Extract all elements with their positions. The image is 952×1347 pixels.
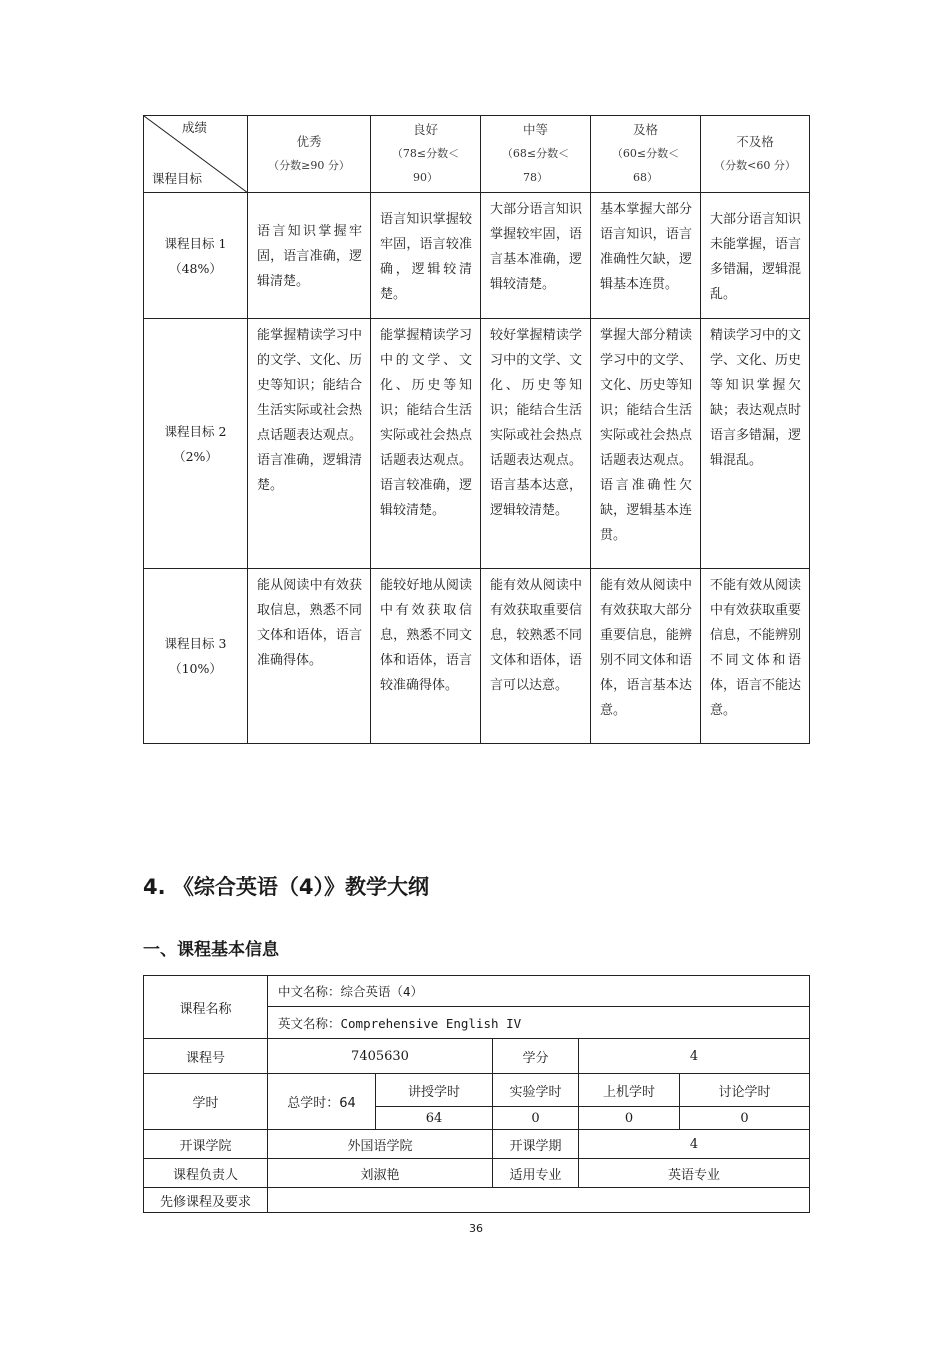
- rubric-cell: 能有效从阅读中有效获取大部分重要信息，能辨别不同文体和语体，语言基本达意。: [591, 569, 701, 744]
- course-code-row: [144, 1039, 810, 1074]
- school-label: 开课学院: [144, 1130, 268, 1159]
- rubric-cell: 语言知识掌握较牢固，语言较准确，逻辑较清楚。: [371, 193, 481, 319]
- header-pass: [591, 116, 701, 193]
- header-name: 不及格: [736, 134, 774, 149]
- lab-hours-label: 实验学时: [493, 1074, 579, 1107]
- rubric-cell: 能从阅读中有效获取信息，熟悉不同文体和语体，语言准确得体。: [248, 569, 371, 744]
- objective-weight: （10%）: [169, 661, 222, 676]
- objective-label: [144, 193, 248, 319]
- grading-rubric-table: [143, 115, 810, 744]
- total-hours: 总学时：64: [268, 1074, 376, 1130]
- rubric-cell: 能有效从阅读中有效获取重要信息，较熟悉不同文体和语体，语言可以达意。: [481, 569, 591, 744]
- major-label: 适用专业: [493, 1159, 579, 1188]
- rubric-cell: 掌握大部分精读学习中的文学、文化、历史等知识；能结合生活实际或社会热点话题表达观点。语言准确性欠缺，逻辑基本连贯。: [591, 319, 701, 569]
- rubric-cell: 不能有效从阅读中有效获取重要信息，不能辨别不同文体和语体，语言不能达意。: [701, 569, 810, 744]
- header-range: （分数<60 分）: [714, 159, 796, 172]
- objective-weight: （2%）: [173, 448, 218, 464]
- header-range-line1: （78≤分数＜: [391, 147, 460, 160]
- header-name: 良好: [412, 122, 438, 137]
- rubric-cell: 基本掌握大部分语言知识，语言准确性欠缺，逻辑基本连贯。: [591, 193, 701, 319]
- course-name-label: 课程名称: [144, 976, 268, 1039]
- prereq-value: [268, 1188, 810, 1213]
- lab-hours-value: 0: [493, 1107, 579, 1130]
- computer-hours-value: 0: [579, 1107, 680, 1130]
- objective-name: 课程目标 2: [164, 423, 227, 439]
- course-code-label: 课程号: [144, 1039, 268, 1074]
- course-name-row: [144, 976, 810, 1007]
- prereq-row: [144, 1188, 810, 1213]
- lecture-hours-value: 64: [376, 1107, 493, 1130]
- header-range-line1: （60≤分数＜: [611, 147, 680, 160]
- header-name: 及格: [632, 122, 658, 137]
- rubric-cell: 能较好地从阅读中有效获取信息，熟悉不同文体和语体，语言较准确得体。: [371, 569, 481, 744]
- course-name-cn: 中文名称：综合英语（4）: [268, 976, 810, 1007]
- term-label: 开课学期: [493, 1130, 579, 1159]
- header-range-line2: 68）: [633, 171, 658, 184]
- rubric-row-objective-2: [144, 319, 810, 569]
- school-value: 外国语学院: [268, 1130, 493, 1159]
- discussion-hours-value: 0: [680, 1107, 810, 1130]
- owner-label: 课程负责人: [144, 1159, 268, 1188]
- rubric-header-row: [144, 116, 810, 193]
- computer-hours-label: 上机学时: [579, 1074, 680, 1107]
- term-value: 4: [579, 1130, 810, 1159]
- course-code-value: 7405630: [268, 1039, 493, 1074]
- header-good: [371, 116, 481, 193]
- course-info-table: [143, 975, 810, 1213]
- header-medium: [481, 116, 591, 193]
- hours-row: [144, 1074, 810, 1107]
- header-range-line2: 90）: [413, 171, 438, 184]
- section-title: 4. 《综合英语（4）》教学大纲: [143, 875, 430, 899]
- credit-label: 学分: [493, 1039, 579, 1074]
- corner-bottom-label: 课程目标: [152, 171, 203, 186]
- page-number: 36: [469, 1222, 483, 1235]
- rubric-corner-cell: [144, 116, 248, 193]
- rubric-cell: 语言知识掌握牢固，语言准确，逻辑清楚。: [248, 193, 371, 319]
- subsection-title: 一、课程基本信息: [143, 940, 279, 960]
- header-name: 优秀: [296, 134, 322, 149]
- rubric-cell: 能掌握精读学习中的文学、文化、历史等知识；能结合生活实际或社会热点话题表达观点。语言较准确，逻辑较清楚。: [371, 319, 481, 569]
- header-range-line2: 78）: [523, 171, 548, 184]
- header-fail: [701, 116, 810, 193]
- major-value: 英语专业: [579, 1159, 810, 1188]
- objective-label: [144, 319, 248, 569]
- objective-name: 课程目标 1: [164, 235, 227, 251]
- header-range: （分数≥90 分）: [268, 159, 350, 172]
- rubric-cell: 较好掌握精读学习中的文学、文化、历史等知识；能结合生活实际或社会热点话题表达观点。语言基本达意，逻辑较清楚。: [481, 319, 591, 569]
- discussion-hours-label: 讨论学时: [680, 1074, 810, 1107]
- header-excellent: [248, 116, 371, 193]
- corner-top-label: 成绩: [182, 120, 208, 135]
- rubric-row-objective-1: [144, 193, 810, 319]
- credit-value: 4: [579, 1039, 810, 1074]
- rubric-row-objective-3: [144, 569, 810, 744]
- hours-label: 学时: [144, 1074, 268, 1130]
- objective-label: [144, 569, 248, 744]
- owner-value: 刘淑艳: [268, 1159, 493, 1188]
- header-range-line1: （68≤分数＜: [501, 147, 570, 160]
- rubric-cell: 精读学习中的文学、文化、历史等知识掌握欠缺；表达观点时语言多错漏，逻辑混乱。: [701, 319, 810, 569]
- objective-weight: （48%）: [169, 260, 222, 276]
- rubric-cell: 能掌握精读学习中的文学、文化、历史等知识；能结合生活实际或社会热点话题表达观点。语言准确，逻辑清楚。: [248, 319, 371, 569]
- rubric-cell: 大部分语言知识掌握较牢固，语言基本准确，逻辑较清楚。: [481, 193, 591, 319]
- school-row: [144, 1130, 810, 1159]
- course-name-en: 英文名称：Comprehensive English IV: [268, 1007, 810, 1039]
- owner-row: [144, 1159, 810, 1188]
- lecture-hours-label: 讲授学时: [376, 1074, 493, 1107]
- objective-name: 课程目标 3: [164, 636, 227, 651]
- rubric-cell: 大部分语言知识未能掌握，语言多错漏，逻辑混乱。: [701, 193, 810, 319]
- header-name: 中等: [522, 122, 548, 137]
- prereq-label: 先修课程及要求: [144, 1188, 268, 1213]
